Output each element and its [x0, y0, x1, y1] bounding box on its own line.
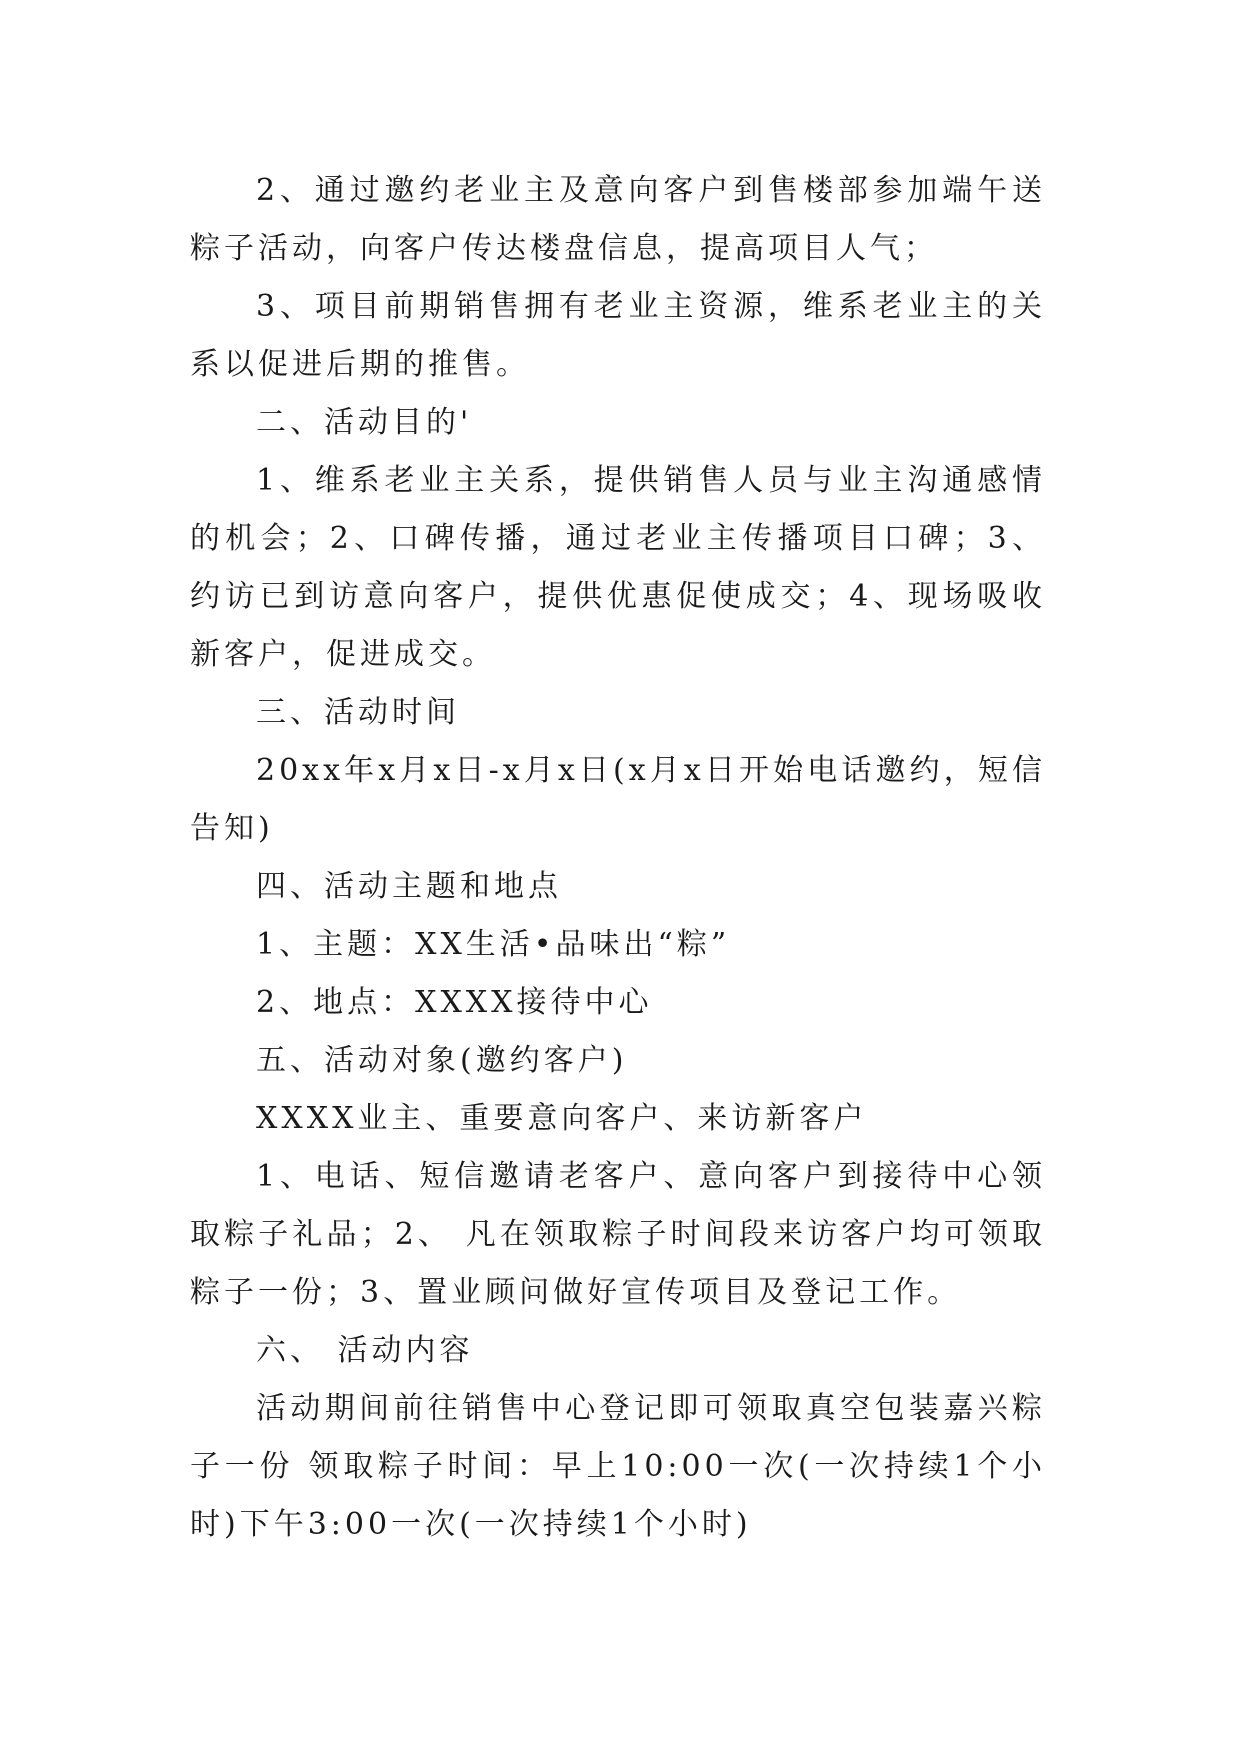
document-body — [190, 162, 1046, 1554]
paragraph-theme: 1、主题：XX生活•品味出“粽” — [256, 927, 731, 962]
paragraph-objectives-list: 1、维系老业主关系，提供销售人员与业主沟通感情的机会；2、口碑传播，通过老业主传播项目口碑；3、约访已到访意向客户，提供优惠促使成交；4、现场吸收新客户，促进成交。 — [190, 463, 1046, 672]
paragraph-purpose-3: 3、项目前期销售拥有老业主资源，维系老业主的关系以促进后期的推售。 — [190, 289, 1046, 382]
paragraph-content: 活动期间前往销售中心登记即可领取真空包装嘉兴粽子一份 领取粽子时间：早上10:00一次(一次持续1个小时)下午3:00一次(一次持续1个小时) — [190, 1391, 1046, 1542]
section-heading-objectives: 二、活动目的' — [256, 405, 473, 440]
paragraph-audience: XXXX业主、重要意向客户、来访新客户 — [256, 1101, 868, 1136]
section-heading-time: 三、活动时间 — [256, 695, 460, 730]
section-heading-content: 六、 活动内容 — [256, 1333, 474, 1368]
section-heading-audience: 五、活动对象(邀约客户) — [256, 1043, 628, 1078]
paragraph-location: 2、地点：XXXX接待中心 — [256, 985, 653, 1020]
paragraph-invitation-steps: 1、电话、短信邀请老客户、意向客户到接待中心领取粽子礼品；2、 凡在领取粽子时间段来访客户均可领取粽子一份；3、置业顾问做好宣传项目及登记工作。 — [190, 1159, 1046, 1310]
paragraph-time: 20xx年x月x日-x月x日(x月x日开始电话邀约，短信告知) — [190, 753, 1046, 846]
paragraph-purpose-2: 2、通过邀约老业主及意向客户到售楼部参加端午送粽子活动，向客户传达楼盘信息，提高项目人气； — [190, 173, 1046, 266]
section-heading-theme-location: 四、活动主题和地点 — [256, 869, 562, 904]
